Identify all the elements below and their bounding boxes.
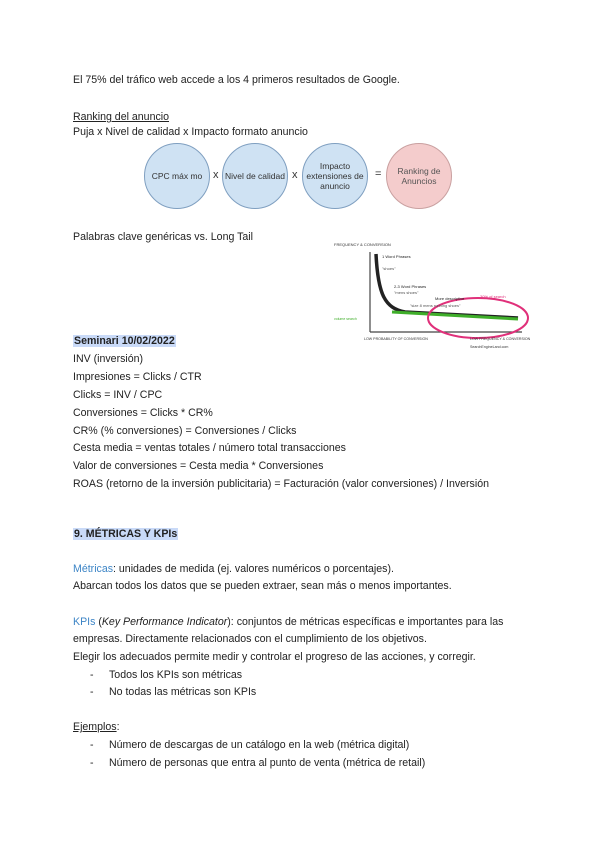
item3-label: More descriptive bbox=[435, 296, 465, 301]
seminar-line: Cesta media = ventas totales / número total transacciones bbox=[73, 442, 346, 454]
times-operator-2: x bbox=[292, 169, 298, 181]
ejemplos-title: Ejemplos: bbox=[73, 721, 120, 733]
item1-label: 1 Word Phrases bbox=[382, 254, 411, 259]
ejemplos-bullet: Número de descargas de un catálogo en la web (métrica digital) bbox=[109, 739, 410, 751]
kpis-term: KPIs bbox=[73, 616, 96, 628]
ranking-formula: Puja x Nivel de calidad x Impacto formato anuncio bbox=[73, 126, 308, 138]
x-axis-left-label: LOW PROBABILITY OF CONVERSION bbox=[364, 337, 428, 341]
ranking-title: Ranking del anuncio bbox=[73, 111, 170, 123]
bullet-dash: - bbox=[90, 669, 94, 681]
metricas-term: Métricas bbox=[73, 563, 114, 575]
seminar-line: Valor de conversiones = Cesta media * Conversiones bbox=[73, 460, 324, 472]
seminar-line: CR% (% conversiones) = Conversiones / Clicks bbox=[73, 425, 297, 437]
bullet-dash: - bbox=[90, 739, 94, 751]
item1-example: "shoes" bbox=[382, 266, 396, 271]
seminar-line: Impresiones = Clicks / CTR bbox=[73, 371, 202, 383]
longtail-title: Palabras clave genéricas vs. Long Tail bbox=[73, 231, 253, 243]
ejemplos-bullet: Número de personas que entra al punto de venta (métrica de retail) bbox=[109, 757, 426, 769]
circle-nivel-calidad: Nivel de calidad bbox=[222, 143, 288, 209]
metricas-line-2: Abarcan todos los datos que se pueden extraer, sean más o menos importantes. bbox=[73, 580, 452, 592]
intro-line: El 75% del tráfico web accede a los 4 primeros resultados de Google. bbox=[73, 74, 400, 86]
section-9-title: 9. MÉTRICAS Y KPIs bbox=[74, 528, 178, 540]
kpis-definition: KPIs (Key Performance Indicator): conjuntos de métricas específicas e importantes para las bbox=[73, 616, 504, 628]
bullet-dash: - bbox=[90, 757, 94, 769]
kpis-line-2: empresas. Directamente relacionados con el cumplimiento de los objetivos. bbox=[73, 633, 427, 645]
circle-ranking: Ranking de Anuncios bbox=[386, 143, 452, 209]
y-axis-top-label: FREQUENCY & CONVERSION bbox=[334, 242, 391, 247]
kpis-bullet: Todos los KPIs son métricas bbox=[109, 669, 243, 681]
x-axis-right-label: LOW FREQUENCY & CONVERSION bbox=[470, 337, 530, 341]
times-operator-1: x bbox=[213, 169, 219, 181]
bullet-dash: - bbox=[90, 686, 94, 698]
seminar-line: Conversiones = Clicks * CR% bbox=[73, 407, 213, 419]
circle-impacto: Impacto extensiones de anuncio bbox=[302, 143, 368, 209]
source-label: SearchEngineLand.com bbox=[470, 345, 509, 349]
seminar-line: Clicks = INV / CPC bbox=[73, 389, 163, 401]
circle-cpc: CPC máx mo bbox=[144, 143, 210, 209]
equals-operator: = bbox=[375, 168, 382, 180]
seminar-line: INV (inversión) bbox=[73, 353, 144, 365]
share-label: 30% of search bbox=[480, 294, 506, 299]
item2-label: 2-3 Word Phrases bbox=[394, 284, 427, 289]
seminar-line: ROAS (retorno de la inversión publicitaria) = Facturación (valor conversiones) / Inversión bbox=[73, 478, 489, 490]
item2-example: "mens shoes" bbox=[394, 290, 419, 295]
y-axis-left-label: volume search bbox=[334, 317, 357, 321]
seminar-title: Seminari 10/02/2022 bbox=[74, 335, 175, 347]
item3-example: "size 8 mens running shoes" bbox=[410, 303, 461, 308]
metricas-definition: Métricas: unidades de medida (ej. valores numéricos o porcentajes). bbox=[73, 563, 394, 575]
kpis-bullet: No todas las métricas son KPIs bbox=[109, 686, 257, 698]
longtail-chart bbox=[330, 240, 530, 356]
kpis-line-3: Elegir los adecuados permite medir y controlar el progreso de las acciones, y corregir. bbox=[73, 651, 476, 663]
